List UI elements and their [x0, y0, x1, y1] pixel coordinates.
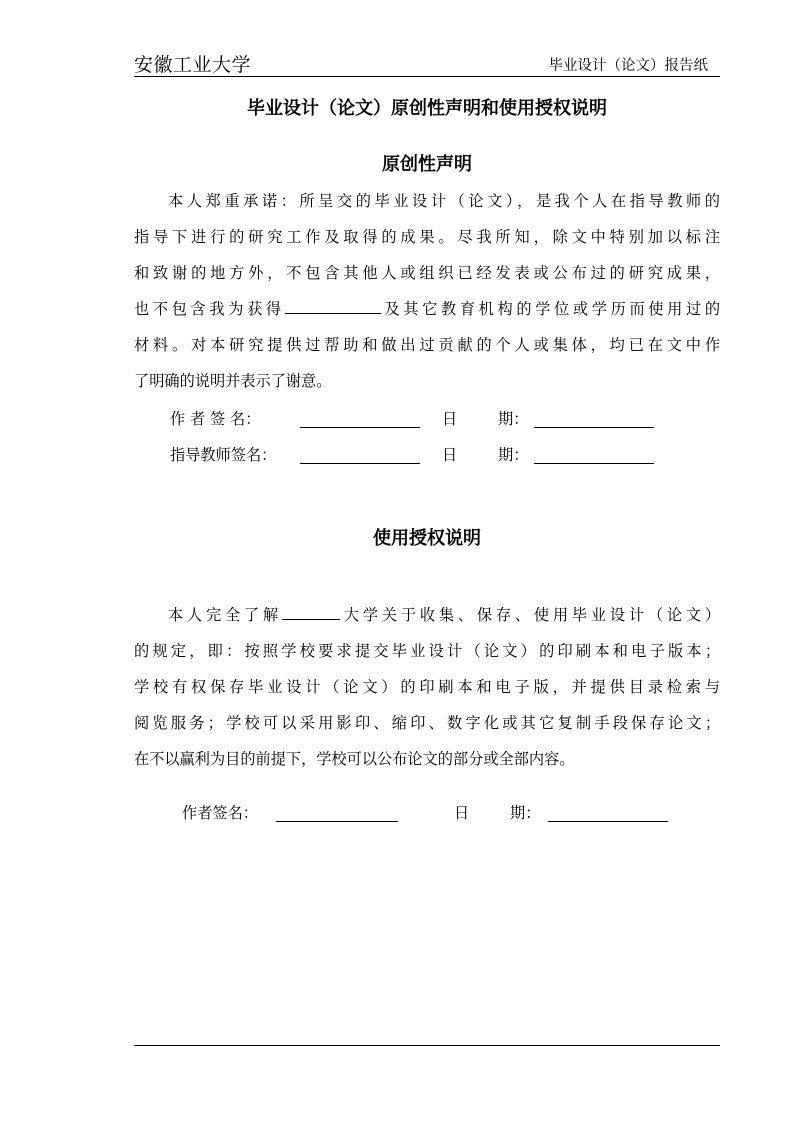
originality-line-2: 指导下进行的研究工作及取得的成果。尽我所知，除文中特别加以标注	[134, 228, 720, 246]
author-signature-row	[170, 408, 670, 430]
advisor-date-label-char-1: 日	[442, 446, 458, 464]
author-date-line[interactable]	[534, 427, 654, 428]
authorization-author-line[interactable]	[276, 821, 398, 822]
date-label-char-2: 期：	[498, 410, 529, 428]
originality-line-4	[134, 298, 720, 319]
page-header	[134, 46, 720, 77]
advisor-signature-label: 指导教师签名：	[170, 446, 277, 464]
authorization-date-char-2: 期：	[510, 804, 541, 822]
authorization-author-label: 作者签名：	[182, 804, 258, 822]
originality-line-6: 了明确的说明并表示了谢意。	[134, 372, 332, 390]
advisor-date-line[interactable]	[534, 463, 654, 464]
authorization-heading: 使用授权说明	[373, 528, 481, 549]
authorization-line-3: 学校有权保存毕业设计（论文）的印刷本和电子版，并提供目录检索与	[134, 678, 720, 696]
originality-heading: 原创性声明	[382, 154, 472, 175]
authorization-line-5: 在不以赢利为目的前提下，学校可以公布论文的部分或全部内容。	[134, 750, 575, 768]
originality-line-3: 和致谢的地方外，不包含其他人或组织已经发表或公布过的研究成果，	[134, 264, 720, 282]
school-name: 安徽工业大学	[134, 54, 252, 76]
author-signature-line[interactable]	[300, 427, 420, 428]
advisor-signature-line[interactable]	[300, 463, 420, 464]
footer-rule	[134, 1045, 720, 1046]
authorization-line-1	[168, 604, 720, 625]
advisor-date-label-char-2: 期：	[498, 446, 529, 464]
authorization-line-1-after: 大学关于收集、保存、使用毕业设计（论文）	[340, 606, 720, 624]
advisor-signature-row	[170, 444, 670, 466]
author-signature-label: 作 者 签 名：	[170, 410, 261, 428]
originality-line-5: 材料。对本研究提供过帮助和做出过贡献的个人或集体，均已在文中作	[134, 336, 720, 354]
originality-line-1: 本人郑重承诺：所呈交的毕业设计（论文），是我个人在指导教师的	[168, 192, 720, 210]
authorization-date-char-1: 日	[454, 804, 470, 822]
authorization-line-1-before: 本人完全了解	[168, 606, 282, 624]
authorization-signature-row	[182, 802, 682, 824]
authorization-line-2: 的规定，即：按照学校要求提交毕业设计（论文）的印刷本和电子版本；	[134, 642, 720, 660]
authorization-date-line[interactable]	[548, 821, 668, 822]
university-blank[interactable]	[282, 604, 340, 620]
document-type: 毕业设计（论文）报告纸	[548, 58, 708, 74]
degree-blank[interactable]	[285, 298, 381, 314]
date-label-char-1: 日	[442, 410, 458, 428]
authorization-line-4: 阅览服务；学校可以采用影印、缩印、数字化或其它复制手段保存论文；	[134, 714, 720, 732]
originality-line-4-after: 及其它教育机构的学位或学历而使用过的	[380, 300, 721, 318]
originality-line-4-before: 也不包含我为获得	[134, 300, 285, 318]
page-title: 毕业设计（论文）原创性声明和使用授权说明	[247, 98, 607, 119]
